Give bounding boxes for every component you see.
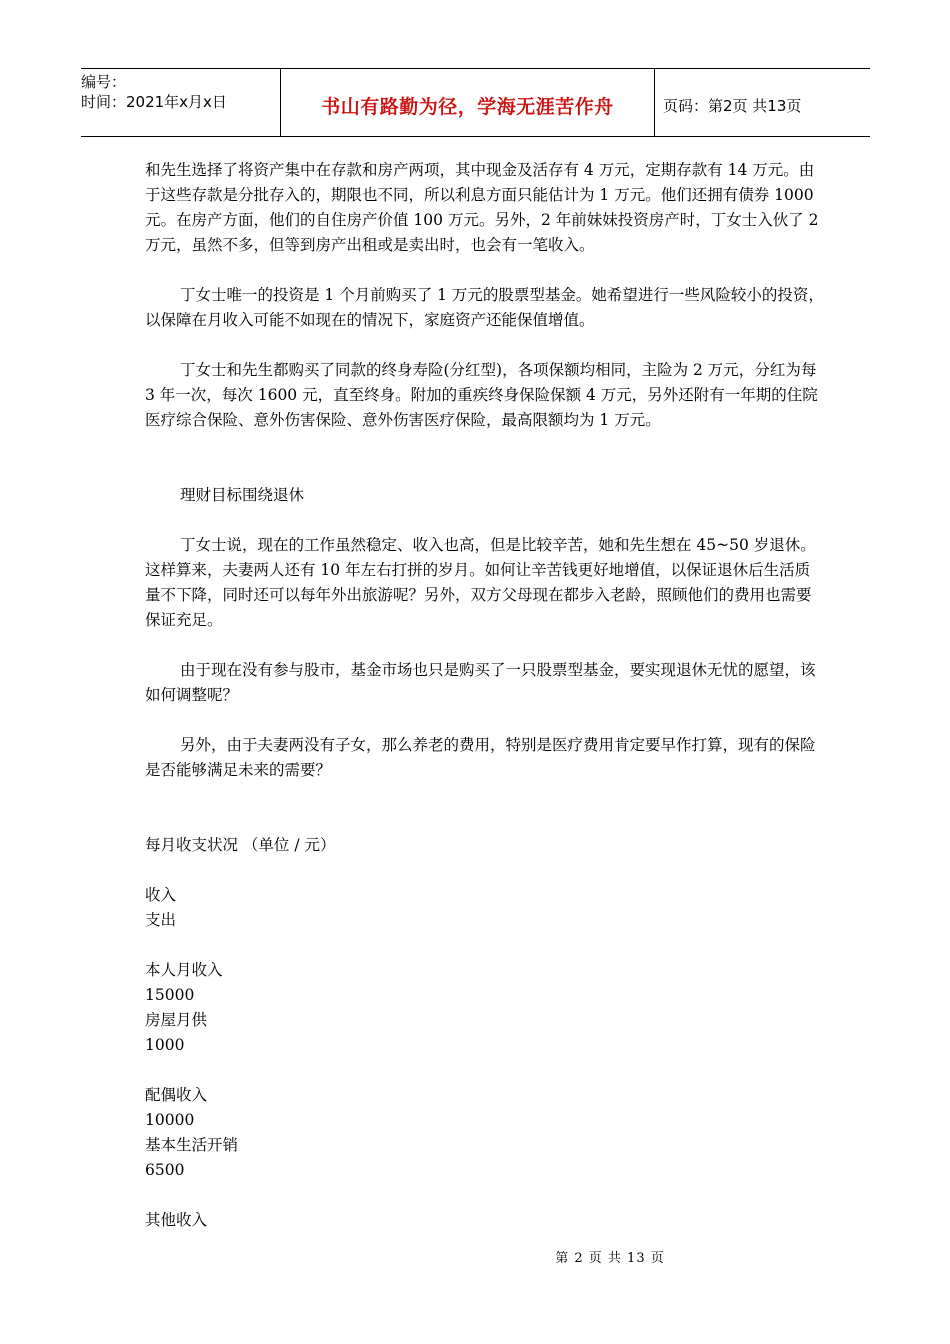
table-cell-self-income-value: 15000 (145, 986, 195, 1004)
table-cell-mortgage-value: 1000 (145, 1036, 185, 1054)
header-number-label: 编号： (81, 73, 127, 91)
paragraph-stock-question: 由于现在没有参与股市，基金市场也只是购买了一只股票型基金，要实现退休无忧的愿望，该如何调整呢？ (145, 661, 816, 704)
table-cell-self-income-label: 本人月收入 (145, 961, 223, 979)
table-cell-other-income-label: 其他收入 (145, 1211, 208, 1229)
page-header (81, 68, 870, 137)
table-title: 每月收支状况 （单位 / 元） (145, 836, 336, 854)
table-cell-living-cost-label: 基本生活开销 (145, 1136, 239, 1154)
paragraph-pension-question: 另外，由于夫妻两没有子女，那么养老的费用，特别是医疗费用肯定要早作打算，现有的保险是否能够满足未来的需要？ (145, 736, 816, 779)
header-page-info: 页码：第2页 共13页 (663, 97, 802, 115)
paragraph-retirement-goal: 丁女士说，现在的工作虽然稳定、收入也高，但是比较辛苦，她和先生想在 45~50 岁退休。这样算来，夫妻两人还有 10 年左右打拼的岁月。如何让辛苦钱更好地增值，以保证退休后生活质量不下降，同时还可以每年外出旅游呢？另外，双方父母现在都步入老龄，照顾他们的费用也需要保证充足。 (145, 536, 816, 629)
paragraph-investment: 丁女士唯一的投资是 1 个月前购买了 1 万元的股票型基金。她希望进行一些风险较小的投资，以保障在月收入可能不如现在的情况下，家庭资产还能保值增值。 (145, 286, 824, 329)
header-motto-cell (281, 69, 655, 136)
table-cell-spouse-income-value: 10000 (145, 1111, 195, 1129)
header-motto: 书山有路勤为径，学海无涯苦作舟 (321, 96, 614, 118)
page-footer: 第 2 页 共 13 页 (555, 1251, 665, 1266)
document-body (145, 158, 825, 1233)
paragraph-assets: 和先生选择了将资产集中在存款和房产两项，其中现金及活存有 4 万元，定期存款有 14 万元。由于这些存款是分批存入的，期限也不同，所以利息方面只能估计为 1 万元。他们还拥有债券 1000 元。在房产方面，他们的自住房产价值 100 万元。另外，2 年前妹妹投资房产时，丁女士入伙了 2 万元，虽然不多，但等到房产出租或是卖出时，也会有一笔收入。 (145, 161, 819, 254)
table-cell-living-cost-value: 6500 (145, 1161, 185, 1179)
table-head-expense: 支出 (145, 911, 177, 929)
header-meta (81, 69, 281, 136)
table-cell-spouse-income-label: 配偶收入 (145, 1086, 208, 1104)
table-head-income: 收入 (145, 886, 177, 904)
header-time-label: 时间：2021年x月x日 (81, 93, 227, 111)
section-heading-retirement: 理财目标围绕退休 (180, 486, 305, 504)
paragraph-insurance: 丁女士和先生都购买了同款的终身寿险(分红型)，各项保额均相同，主险为 2 万元，分红为每 3 年一次，每次 1600 元，直至终身。附加的重疾终身保险保额 4 万元，另外还附有一年期的住院医疗综合保险、意外伤害保险、意外伤害医疗保险，最高限额均为 1 万元。 (145, 361, 818, 429)
table-cell-mortgage-label: 房屋月供 (145, 1011, 208, 1029)
